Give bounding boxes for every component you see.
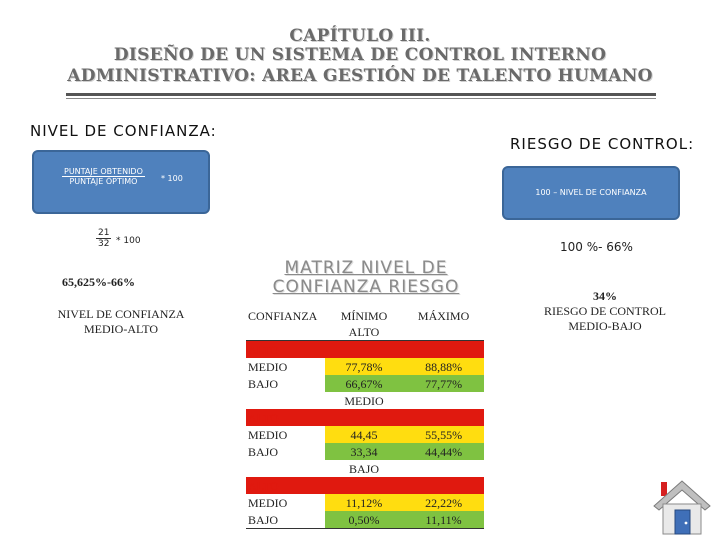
matrix-header-row: [246, 308, 484, 341]
row-max: 55,55%: [403, 426, 484, 443]
table-row: [246, 341, 484, 359]
level-row: [246, 460, 484, 477]
row-label: ALTO: [246, 477, 325, 494]
table-row: [246, 358, 484, 375]
title-rule: [66, 93, 656, 96]
header-confianza: CONFIANZA: [246, 308, 325, 341]
row-label: MEDIO: [248, 495, 288, 510]
header-maximo: MÁXIMO: [403, 308, 484, 341]
calc-fraction: [96, 228, 111, 249]
title-rule-thin: [66, 98, 656, 99]
confidence-result: 65,625%-66%: [62, 275, 135, 289]
row-max: 22,22%: [403, 494, 484, 511]
table-row: [246, 443, 484, 460]
table-row: [246, 511, 484, 529]
confidence-formula-box: [32, 150, 210, 214]
matrix-title: [266, 259, 466, 297]
chapter-subtitle-2: ADMINISTRATIVO: AREA GESTIÓN DE TALENTO HUMANO: [67, 66, 653, 86]
row-min: [325, 477, 403, 494]
row-max: 77,77%: [403, 375, 484, 392]
row-max: 88,88%: [403, 358, 484, 375]
confidence-conclusion-line1: NIVEL DE CONFIANZA: [57, 307, 185, 321]
level-bajo-label: BAJO: [349, 461, 380, 476]
table-row: [246, 426, 484, 443]
risk-conclusion-line2: MEDIO-BAJO: [568, 319, 642, 333]
table-row: [246, 375, 484, 392]
row-max: 11,11%: [403, 511, 484, 529]
header-minimo-label: MÍNIMO: [340, 309, 388, 323]
row-label: ALTO: [246, 341, 325, 359]
row-max: [403, 409, 484, 426]
row-min: 77,78%: [325, 358, 403, 375]
home-icon[interactable]: [650, 476, 712, 536]
row-label: MEDIO: [248, 359, 288, 374]
table-row: [246, 409, 484, 426]
formula-denominator: PUNTAJE ÓPTIMO: [69, 177, 138, 186]
calc-numerator: 21: [98, 228, 110, 238]
row-max: [403, 477, 484, 494]
risk-calc: 100 %- 66%: [560, 240, 633, 254]
confidence-label: NIVEL DE CONFIANZA:: [30, 122, 217, 140]
formula-multiplier: * 100: [161, 174, 183, 183]
level-row: [246, 392, 484, 409]
formula-numerator: PUNTAJE OBTENIDO: [64, 167, 143, 176]
row-min: [325, 341, 403, 359]
confidence-conclusion: [46, 307, 196, 337]
matrix-title-line2: CONFIANZA RIESGO: [272, 277, 460, 297]
confidence-conclusion-line2: MEDIO-ALTO: [84, 322, 158, 336]
matrix-title-line1: MATRIZ NIVEL DE: [284, 258, 448, 278]
row-label: BAJO: [246, 511, 325, 529]
chapter-title: CAPÍTULO III.: [289, 26, 431, 46]
row-label: BAJO: [248, 376, 279, 391]
row-max: 44,44%: [403, 443, 484, 460]
chapter-subtitle-1: DISEÑO DE UN SISTEMA DE CONTROL INTERNO: [113, 45, 607, 65]
header-minimo: [325, 308, 403, 341]
row-label: ALTO: [246, 409, 325, 426]
risk-label: RIESGO DE CONTROL:: [510, 135, 695, 153]
calc-multiplier: * 100: [116, 236, 141, 246]
row-label: MEDIO: [248, 427, 288, 442]
row-min: 66,67%: [325, 375, 403, 392]
risk-result: 34%: [593, 289, 617, 303]
risk-formula-box: [502, 166, 680, 220]
table-row: [246, 477, 484, 494]
risk-conclusion-line1: RIESGO DE CONTROL: [544, 304, 666, 318]
row-min: 33,34: [325, 443, 403, 460]
row-min: 11,12%: [325, 494, 403, 511]
calc-denominator: 32: [98, 239, 110, 249]
risk-formula: 100 – NIVEL DE CONFIANZA: [535, 188, 647, 197]
table-row: [246, 494, 484, 511]
row-min: [325, 409, 403, 426]
level-medio-label: MEDIO: [344, 393, 384, 408]
row-label: BAJO: [248, 444, 279, 459]
confidence-risk-matrix: [246, 308, 484, 529]
row-min: 44,45: [325, 426, 403, 443]
level-alto-label: ALTO: [348, 325, 380, 339]
risk-conclusion: [520, 289, 690, 334]
row-max: [403, 341, 484, 359]
row-min: 0,50%: [325, 511, 403, 529]
